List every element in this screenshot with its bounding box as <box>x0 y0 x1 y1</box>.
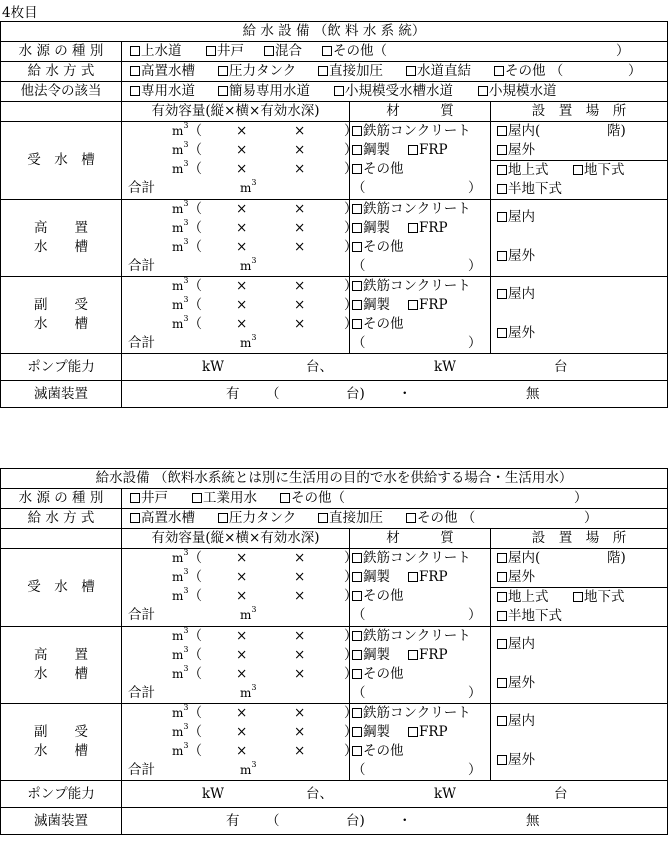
capacity-line: $m^3$（ × × ） <box>172 722 358 740</box>
checkbox[interactable]: 専用水道 <box>130 82 195 101</box>
checkbox[interactable]: 高置水槽 <box>130 62 195 81</box>
material-cell: 鉄筋コンクリート 鋼製 FRP その他 （ ） <box>350 549 491 627</box>
checkbox[interactable]: 屋外 <box>497 675 535 691</box>
capacity-cell <box>122 703 358 781</box>
tank-sub-label: 副 受 水 槽 <box>1 704 122 781</box>
checkbox[interactable]: FRP <box>408 646 448 665</box>
checkbox[interactable]: 直接加圧 <box>318 62 383 81</box>
checkbox[interactable]: 鉄筋コンクリート <box>352 201 471 217</box>
checkbox[interactable]: 水道直結 <box>406 62 471 81</box>
checkbox[interactable]: その他（ <box>280 489 345 508</box>
checkbox[interactable]: その他 <box>352 239 404 255</box>
location-cell <box>491 277 668 354</box>
checkbox[interactable]: FRP <box>408 219 448 238</box>
material-cell: 鉄筋コンクリート 鋼製 FRP その他 （ ） <box>350 627 491 704</box>
checkbox[interactable]: 屋外 <box>497 752 535 768</box>
checkbox[interactable]: その他 <box>352 666 404 682</box>
capacity-line: $m^3$（ × × ） <box>172 314 358 332</box>
checkbox[interactable]: 地上式 <box>497 589 549 605</box>
capacity-line: $m^3$（ × × ） <box>172 626 358 644</box>
col-capacity: 有効容量(縦×横×有効水深) <box>122 102 350 122</box>
checkbox[interactable]: 屋内 <box>497 713 535 729</box>
capacity-line: $m^3$（ × × ） <box>172 276 358 294</box>
s2-source-label: 水 源 の 種 別 <box>1 489 122 509</box>
s1-source-options: 上水道 井戸 混合 その他（ ） <box>122 42 668 62</box>
location-cell: 屋内( 階) 屋外 地上式 地下式 半地下式 <box>491 549 668 627</box>
checkbox[interactable]: 屋内 <box>497 209 535 225</box>
checkbox[interactable]: 直接加圧 <box>318 509 383 528</box>
checkbox[interactable]: その他 <box>352 588 404 604</box>
col-capacity: 有効容量(縦×横×有効水深) <box>122 529 350 549</box>
section1-title: 給 水 設 備 （飲 料 水 系 統） <box>1 22 668 42</box>
capacity-line: $m^3$（ × × ） <box>172 295 358 313</box>
capacity-line: $m^3$（ × × ） <box>172 703 358 721</box>
capacity-cell <box>122 626 358 704</box>
s1-law-options <box>122 82 668 102</box>
checkbox[interactable]: 鋼製 <box>352 724 390 740</box>
tank-high-label: 高 置 水 槽 <box>1 627 122 704</box>
material-cell: 鉄筋コンクリート 鋼製 FRP その他 （ ） <box>350 122 491 200</box>
steril-label: 滅菌装置 <box>1 381 122 408</box>
capacity-line: $m^3$（ × × ） <box>172 645 358 663</box>
checkbox[interactable]: その他（ <box>322 42 387 61</box>
checkbox[interactable]: その他 <box>352 316 404 332</box>
checkbox[interactable]: 鋼製 <box>352 647 390 663</box>
capacity-total: 合計 $m^3$ <box>128 760 257 778</box>
location-cell <box>491 200 668 277</box>
checkbox[interactable]: 工業用水 <box>192 489 257 508</box>
checkbox[interactable]: 屋外 <box>497 569 535 585</box>
tank-high-label: 高 置 水 槽 <box>1 200 122 277</box>
checkbox[interactable]: 屋外 <box>497 248 535 264</box>
capacity-total: 合計 $m^3$ <box>128 605 257 623</box>
material-cell: 鉄筋コンクリート 鋼製 FRP その他 （ ） <box>350 277 491 354</box>
s1-law-label: 他法令の該当 <box>1 82 122 102</box>
checkbox[interactable]: 地下式 <box>573 161 625 180</box>
checkbox[interactable]: 屋外 <box>497 325 535 341</box>
section1-table <box>0 21 668 408</box>
capacity-line: $m^3$（ × × ） <box>172 159 358 177</box>
pump-cell: kW 台、 kW 台 <box>122 781 668 808</box>
s1-method-label: 給 水 方 式 <box>1 62 122 82</box>
location-cell: 屋内( 階) 屋外 地上式 地下式 半地下式 <box>491 122 668 200</box>
checkbox[interactable]: 簡易専用水道 <box>218 82 310 101</box>
checkbox[interactable]: その他 <box>352 743 404 759</box>
capacity-total: 合計 $m^3$ <box>128 256 257 274</box>
checkbox[interactable]: 鉄筋コンクリート <box>352 705 471 721</box>
pump-label: ポンプ能力 <box>1 354 122 381</box>
section2-table <box>0 468 668 835</box>
checkbox[interactable]: その他 （ <box>494 62 563 81</box>
capacity-line: $m^3$（ × × ） <box>172 199 358 217</box>
checkbox[interactable]: 屋内( <box>497 123 540 139</box>
checkbox[interactable]: FRP <box>408 723 448 742</box>
checkbox[interactable]: 圧力タンク <box>218 62 296 81</box>
checkbox[interactable]: 地上式 <box>497 162 549 178</box>
checkbox[interactable]: 屋内( <box>497 550 540 566</box>
location-cell <box>491 627 668 704</box>
checkbox[interactable]: 鉄筋コンクリート <box>352 550 471 566</box>
checkbox[interactable]: 上水道 <box>130 42 182 61</box>
tank-receive-label: 受 水 槽 <box>1 549 122 627</box>
checkbox[interactable]: FRP <box>408 568 448 587</box>
location-cell <box>491 704 668 781</box>
capacity-cell <box>122 548 358 627</box>
steril-cell: 有 （ 台) ・ 無 <box>122 381 668 408</box>
steril-label: 滅菌装置 <box>1 808 122 835</box>
capacity-line: $m^3$（ × × ） <box>172 121 358 139</box>
tank-sub-label: 副 受 水 槽 <box>1 277 122 354</box>
checkbox[interactable]: 井戸 <box>130 489 168 508</box>
checkbox[interactable]: 鋼製 <box>352 569 390 585</box>
checkbox[interactable]: 圧力タンク <box>218 509 296 528</box>
capacity-line: $m^3$（ × × ） <box>172 218 358 236</box>
checkbox[interactable]: 鋼製 <box>352 297 390 313</box>
tank-receive-label: 受 水 槽 <box>1 122 122 200</box>
pump-cell: kW 台、 kW 台 <box>122 354 668 381</box>
s1-source-label: 水 源 の 種 別 <box>1 42 122 62</box>
page-label: 4枚目 <box>2 5 38 21</box>
capacity-line: $m^3$（ × × ） <box>172 237 358 255</box>
checkbox[interactable]: 鋼製 <box>352 220 390 236</box>
capacity-line: $m^3$（ × × ） <box>172 567 358 585</box>
s2-method-label: 給 水 方 式 <box>1 509 122 529</box>
checkbox[interactable]: 鉄筋コンクリート <box>352 628 471 644</box>
checkbox[interactable]: その他 <box>352 161 404 177</box>
capacity-line: $m^3$（ × × ） <box>172 548 358 566</box>
checkbox[interactable]: その他 （ <box>406 509 475 528</box>
checkbox[interactable]: 屋外 <box>497 142 535 158</box>
capacity-line: $m^3$（ × × ） <box>172 664 358 682</box>
capacity-cell <box>122 121 358 200</box>
steril-cell: 有 （ 台) ・ 無 <box>122 808 668 835</box>
col-location: 設 置 場 所 <box>491 102 668 122</box>
checkbox[interactable]: 高置水槽 <box>130 509 195 528</box>
checkbox[interactable]: 混合 <box>264 42 302 61</box>
material-cell: 鉄筋コンクリート 鋼製 FRP その他 （ ） <box>350 200 491 277</box>
col-material: 材 質 <box>350 529 491 549</box>
capacity-total: 合計 $m^3$ <box>128 178 257 196</box>
checkbox[interactable]: 鉄筋コンクリート <box>352 123 471 139</box>
s2-method-options: 高置水槽 圧力タンク 直接加圧 その他 （ ） <box>122 509 668 529</box>
capacity-line: $m^3$（ × × ） <box>172 741 358 759</box>
pump-label: ポンプ能力 <box>1 781 122 808</box>
checkbox[interactable]: 屋内 <box>497 286 535 302</box>
checkbox[interactable]: FRP <box>408 141 448 160</box>
section2-title: 給水設備 （飲料水系統とは別に生活用の目的で水を供給する場合・生活用水） <box>1 469 668 489</box>
checkbox[interactable]: 小規模受水槽水道 <box>334 82 453 101</box>
capacity-total: 合計 $m^3$ <box>128 683 257 701</box>
capacity-cell <box>122 276 358 354</box>
checkbox[interactable]: FRP <box>408 296 448 315</box>
checkbox[interactable]: 半地下式 <box>497 181 562 197</box>
col-location: 設 置 場 所 <box>491 529 668 549</box>
checkbox[interactable]: 井戸 <box>206 42 244 61</box>
material-cell: 鉄筋コンクリート 鋼製 FRP その他 （ ） <box>350 704 491 781</box>
checkbox[interactable]: 半地下式 <box>497 608 562 624</box>
checkbox[interactable]: 小規模水道 <box>478 82 557 101</box>
capacity-total: 合計 $m^3$ <box>128 333 257 351</box>
s2-source-options: 井戸 工業用水 その他（ ） <box>122 489 668 509</box>
col-material: 材 質 <box>350 102 491 122</box>
capacity-line: $m^3$（ × × ） <box>172 586 358 604</box>
checkbox[interactable]: 鉄筋コンクリート <box>352 278 471 294</box>
checkbox[interactable]: 鋼製 <box>352 142 390 158</box>
capacity-cell <box>122 199 358 277</box>
capacity-line: $m^3$（ × × ） <box>172 140 358 158</box>
s1-method-options: 高置水槽 圧力タンク 直接加圧 水道直結 その他 （ ） <box>122 62 668 82</box>
checkbox[interactable]: 屋内 <box>497 636 535 652</box>
checkbox[interactable]: 地下式 <box>573 588 625 607</box>
